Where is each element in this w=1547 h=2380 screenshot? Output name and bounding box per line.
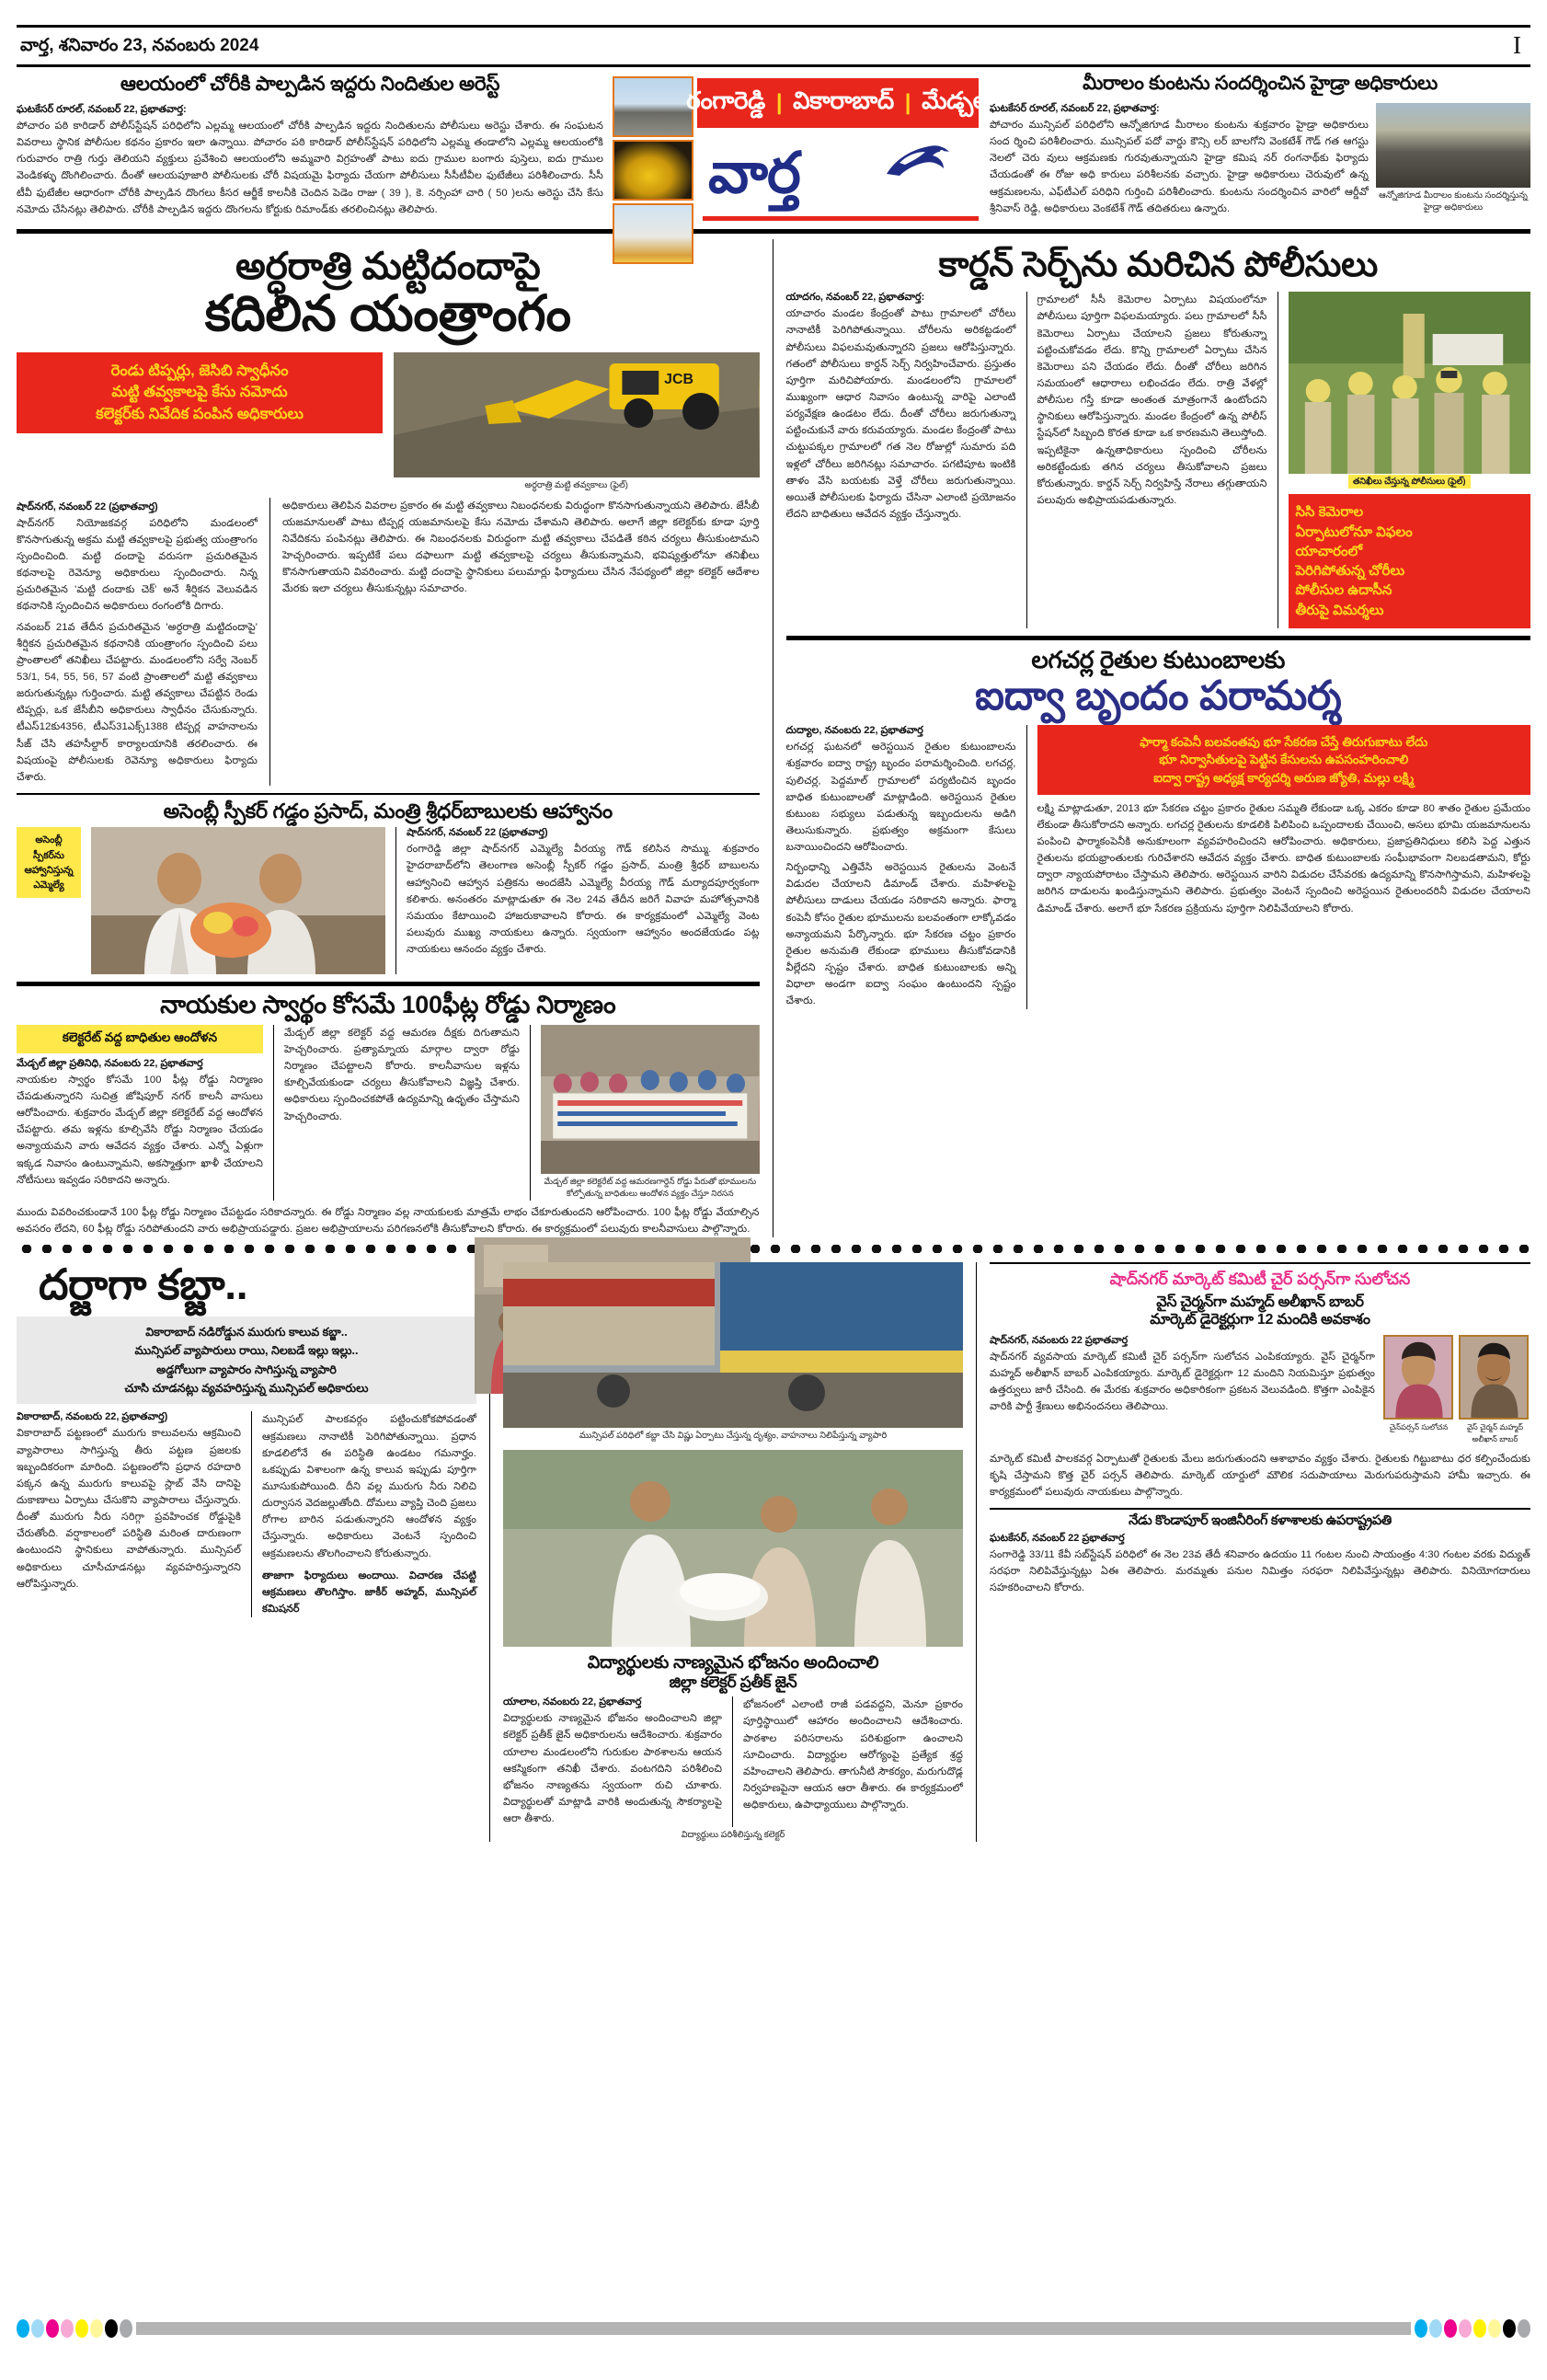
- pharma-redbox-line-2: భూ నిర్వాసితులపై పెట్టిన కేసులను ఉపసంహరించాలి: [1159, 753, 1409, 767]
- main-body: [17, 234, 1530, 1237]
- cordon-redbox: [1289, 494, 1531, 628]
- food-dateline: యాలాల, నవంబరు 22, ప్రభాతవార్త: [503, 1696, 642, 1708]
- lead-redbox-line-3: కలెక్టర్‌కు నివేదిక పంపిన అధికారులు: [96, 405, 304, 422]
- dove-logo-icon: [876, 132, 955, 193]
- color-swatches-left: [17, 2319, 132, 2338]
- vice-chairman-caption: వైస్ చైర్మన్ మహ్మద్ అలీఖాన్ బాబర్: [1466, 1422, 1524, 1444]
- top-right-headline: మీరాలం కుంటను సందర్శించిన హైడ్రా అధికారులు: [1083, 73, 1438, 94]
- cordon-dateline: యాదగం, నవంబర్ 22, ప్రభాతవార్త:: [785, 292, 925, 304]
- left-half: [17, 239, 760, 1237]
- date-text: , శనివారం 23, నవంబరు 2024: [49, 36, 259, 55]
- top-left-dateline: ఘటకేసర్ రూరల్, నవంబర్ 22, ప్రభాతవార్త:: [17, 104, 187, 115]
- idwa-dateline: దుద్యాల, నవంబరు 22, ప్రభాతవార్త: [785, 725, 923, 737]
- road-headline: నాయకుల స్వార్థం కోసమే 100ఫీట్ల రోడ్డు నిర్మాణం: [160, 991, 616, 1019]
- paper-name-small: వార్త: [20, 36, 50, 55]
- kabja-greybox-line-3: అడ్డగోలుగా వ్యాపారం సాగిస్తున్న వ్యాపారి: [156, 1362, 337, 1376]
- assembly-dateline: షాద్‌నగర్, నవంబర్ 22 (ప్రభాతవార్త): [407, 827, 548, 839]
- center-divider: [773, 239, 774, 1237]
- varta-logo: [697, 132, 979, 224]
- pharma-redbox-line-3: ఐద్వా రాష్ట్ర అధ్యక్ష కార్యదర్శి అరుణ జ్యోతి, మల్లు లక్ష్మి: [1153, 770, 1415, 785]
- lead-redbox-line-1: రెండు టిప్పర్లు, జెసిబి స్వాధీనం: [110, 362, 289, 379]
- jcb-photo-caption: అర్ధరాత్రి మట్టి తవ్వకాలు (ఫైల్): [524, 479, 628, 490]
- column-divider-2: [395, 827, 396, 974]
- lead-col2: నవంబర్ 21వ తేదీన ప్రచురితమైన 'అర్ధరాత్రి మట్టిదందాపై' శీర్షికన ప్రచురితమైన కథనానికి యంత్రాంగం స్పందించి పలు ప్రాంతాలలో తనిఖీలు చేపట్టారు. మండలంలోని సర్వే నెంబర్ 53/1, 54, 55, 56, 57 వంటి ప్రాంతాలలో మట్టి తవ్వకాలు జరుగుతున్నట్లు గుర్తించారు. మట్టి తవ్వకాలు చేపట్టిన రెండు టిప్పర్లు, ఒక జేసీబీని అధికారులు స్వాధీనం చేసుకున్నారు. టీఎస్12కు4356, టీఎస్31ఎక్స్1388 టిప్పర్ల వాహనాలను సీజ్ చేసి తహసీల్దార్ కార్యాలయానికి తరలించారు. ఈ విషయంపై పోలీసులకు రెవెన్యూ అధికారులు ఫిర్యాదు చేశారు.: [17, 621, 258, 783]
- naga-idol-photo: [613, 140, 693, 201]
- food-headline: విద్యార్థులకు నాణ్యమైన భోజనం అందించాలి: [587, 1653, 879, 1673]
- vice-chairman-photo: [1459, 1335, 1529, 1420]
- kabja-story: [17, 1262, 476, 1842]
- top-right-dateline: ఘటకేసర్ రూరల్, నవంబర్ 22, ప్రభాతవార్త:: [990, 103, 1160, 114]
- idwa-kicker: లగచర్ల రైతుల కుటుంబాలకు: [1031, 646, 1286, 674]
- pharma-body: లక్ష్మి మాట్లాడుతూ, 2013 భూ సేకరణ చట్టం ప్రకారం రైతుల సమ్మతి లేకుండా ఒక్క ఎకరం కూడా 80 శాతం రైతుల ప్రమేయం లేకుండా తీసుకోరాదని అన్నారు. లగచర్ల రైతులను కూడలికి పిలిపించి ఒప్పందాలకు చేయించి, అసలు భూమి యజమానులను పంపించి ఫార్మాకంపెనీకి అనుకూలంగా వ్యవహరించిందని ఆరోపించారు. అధికారులు, ప్రజాప్రతినిధులు కలిసి పెద్ద ఎత్తున రైతులను భయభ్రాంతులకు గురిచేశారని ఆవేదన వ్యక్తం చేశారు. బాధిత కుటుంబాలకు సంఘీభావంగా నిలబడతామని, కోర్టు ద్వారా న్యాయపోరాటం చేస్తామని తెలిపారు. అరెస్టయిన వారిని విడుదల చేసేవరకు ఉద్యమాన్ని కొనసాగిస్తామని, మహిళలపై జరిగిన దాడులను ఖండిస్తున్నామని తెలిపారు. ప్రభుత్వం వెంటనే స్పందించి అరెస్టయిన రైతులందరినీ విడుదల చేయాలని డిమాండ్ చేశారు. అలాగే భూ సేకరణ ప్రక్రియను పూర్తిగా నిలిపివేయాలని కోరారు.: [1037, 802, 1530, 914]
- market-story: [990, 1262, 1530, 1842]
- top-left-body: పోచారం పఠి కారిడార్ పోలీస్‌స్టేషన్ పరిధిలోని ఎల్లమ్మ ఆలయంలో చోరీకి పాల్పడిన ఇద్దరు నిందితులను పోలీసులు అరెస్టు చేశారు. ఈ సంఘటన వివరాలు స్థానిక పోలీసుల కథనం ప్రకారం ఇలా ఉన్నాయి. పోచారం పఠి కారిడార్ పోలీస్‌స్టేషన్ పరిధిలోని ఎల్లమ్మ తండాలోని ఎల్లమ్మ ఆలయంలోకి గురువారం రాత్రి గుర్తు తెలియని వ్యక్తులు ప్రవేశించి ఆలయంలోని అమ్మవారి విగ్రహంతో పాటు ఐదు గ్రాముల బంగారు పుస్తెలు, ఐదు గ్రాముల వెండికళ్ళు దొంగిలించారు. దీంతో ఆలయపూజారి పోలీసులకు చోరీ విషయమై ఫిర్యాదు చేయగా పోలీసులు సీసీటీవీల ఫుటేజీలు పరిశీలించారు. సీసీ టీవీ ఫుటేజీల ఆధారంగా చోరీకి పాల్పడిన దొంగలు కీసర ఆర్జీకే కాలనీకి చెందిన పెడెం రాజు ( 39 ), కె. నర్సింహా చారి ( 50 )లను అరెస్టు చేసి కేసు నమోదు చేసినట్లు తెలిపారు. చోరీకి పాల్పడిన ఇద్దరు దొంగలను కోర్టుకు రిమాండ్‌కు తరలించినట్లు తెలిపారు.: [17, 121, 603, 215]
- lead-dateline: షాద్‌నగర్, నవంబర్ 22 (ప్రభాతవార్త): [17, 500, 158, 512]
- masthead-photo-strip: [613, 76, 693, 267]
- meeralam-photo-caption: ఆన్నోజిగూడ మీరాలం కుంటను సందర్శిస్తున్న హైడ్రా అధికారులు: [1379, 190, 1528, 213]
- market-sub1: వైస్ చైర్మన్‌గా మహ్మద్ అలీఖాన్ బాబర్: [1156, 1294, 1364, 1311]
- cordon-redbox-line-4: పెరిగిపోతున్న చోరీలు: [1295, 563, 1405, 580]
- food-col1: విద్యార్థులకు నాణ్యమైన భోజనం అందించాలని జిల్లా కలెక్టర్ ప్రతీక్ జైన్ అధికారులను ఆదేశించారు. శుక్రవారం యాలాల మండలంలోని గురుకుల పాఠశాలను ఆయన ఆకస్మికంగా తనిఖీ చేశారు. వంటగదిని పరిశీలించి భోజనం నాణ్యతను స్వయంగా రుచి చూశారు. విద్యార్థులతో మాట్లాడి వారికి అందుతున్న సౌకర్యాలపై ఆరా తీశారు.: [503, 1713, 722, 1825]
- cordon-redbox-line-3: యాచారంలో: [1295, 543, 1363, 559]
- market-sub2: మార్కెట్ డైరెక్టర్లుగా 12 మందికి అవకాశం: [1150, 1312, 1370, 1328]
- kabja-greybox-line-2: మున్సిపల్ వ్యాపారులు రాయి, నిలబడే ఇల్లు ఇల్లు..: [134, 1344, 359, 1358]
- idwa-col2: నిర్బంధాన్ని ఎత్తివేసి అరెస్టయిన రైతులను వెంటనే విడుదల చేయాలని డిమాండ్ చేశారు. మహిళలపై పోలీసులు దాడులు చేయడం సరికాదని అన్నారు. ఫార్మా కంపెనీ కోసం రైతుల భూములను బలవంతంగా లాక్కోవడం అన్యాయమని పేర్కొన్నారు. భూ సేకరణ చట్టం ప్రకారం రైతుల అనుమతి లేకుండా భూములు తీసుకోవడానికి వీల్లేదని స్పష్టం చేశారు. బాధిత కుటుంబాలకు అన్ని విధాలా అండగా ఐద్వా సంఘం ఉంటుందని స్పష్టం చేశారు.: [785, 862, 1016, 1007]
- registration-strip: [136, 2322, 1411, 2335]
- market-top-rule: [990, 1262, 1530, 1264]
- section-rule-2: [17, 793, 760, 795]
- pharma-redbox-line-1: ఫార్మా కంపెనీ బలవంతపు భూ సేకరణ చేస్తే తిరుగుబాటు లేదు: [1140, 735, 1428, 750]
- assembly-speaker-photo: [91, 827, 385, 974]
- dateline-bar: [17, 28, 1530, 64]
- dotted-divider: [17, 1245, 1530, 1253]
- road-protest-photo: [541, 1025, 760, 1174]
- market-footer-body: సంగారెడ్డి 33/11 కేవీ సబ్‌స్టేషన్ పరిధిలో ఈ నెల 23వ తేదీ శనివారం ఉదయం 11 గంటల నుంచి సాయంత్రం 4:30 గంటల వరకు విద్యుత్ సరఫరా నిలిపివేస్తున్నట్లు ఏఈ తెలిపారు. మరమ్మతు పనుల నిమిత్తం సరఫరా నిలిపివేస్తున్నట్లు తెలిపారు. వినియోగదారులు సహకరించాలని కోరారు.: [990, 1548, 1530, 1594]
- market-headline: షాద్‌నగర్ మార్కెట్ కమిటీ చైర్ పర్సన్‌గా సులోచన: [1109, 1270, 1411, 1289]
- temple-photo: [613, 76, 693, 137]
- idwa-headline: ఐద్వా బృందం పరామర్శ: [975, 673, 1342, 719]
- masthead-row: [17, 67, 1530, 224]
- cordon-caption-text: తనిఖీలు చేస్తున్న పోలీసులు (ఫైల్): [1348, 475, 1471, 489]
- road-dateline: మేడ్చల్ జిల్లా ప్రతినిధి, నవంబరు 22, ప్రభాతవార్త: [17, 1057, 203, 1069]
- market-footer-dateline: ఘటకేసర్, నవంబర్ 22 ప్రభాతవార్త: [990, 1532, 1125, 1544]
- district-1: రంగారెడ్డి: [686, 86, 765, 114]
- jcb-photo: [394, 352, 760, 477]
- page-number: I: [1513, 31, 1521, 59]
- svg-text:JCB: JCB: [664, 371, 693, 387]
- lead-kicker: అర్ధరాత్రి మట్టిదందాపై: [235, 245, 541, 287]
- assembly-body: రంగారెడ్డి జిల్లా షాద్‌నగర్ ఎమ్మెల్యే వీరయ్య గౌడ్ కలిసిన సొమ్ము. శుక్రవారం హైదరాబాద్‌లోని తెలంగాణ అసెంబ్లీ స్పీకర్ గడ్డం ప్రసాద్, మంత్రి శ్రీధర్ బాబులను ఆహ్వానించి ఆహ్వాన పత్రికను అందజేసి ఎమ్మెల్యే వీరయ్య గౌడ్ మర్యాదపూర్వకంగా కలిశారు. అనంతరం మాట్లాడుతూ ఈ నెల 24వ తేదీన జరిగే వివాహ మహోత్సవానికి సమయం కేటాయించి హాజరుకావాలని కోరారు. ఈ కార్యక్రమంలో ఎమ్మెల్యే వెంట పలువురు ముఖ్య నాయకులు ఉన్నారు. స్వయంగా ఆహ్వానం అందజేయడం పట్ల నాయకులు ఆనందం వ్యక్తం చేశారు.: [407, 844, 760, 956]
- district-band: [686, 78, 990, 128]
- district-separator-2: |: [904, 90, 911, 115]
- district-2: వికారాబాద్: [793, 86, 894, 114]
- cordon-headline: కార్డన్ సెర్చ్‌ను మరిచిన పోలీసులు: [938, 246, 1378, 284]
- road-photo-caption: మేడ్చల్ జిల్లా కలెక్టరేట్ వద్ద ఆమరణగార్డెన్ రోడ్డు పేరుతో భూములను కోల్పోతున్న బాధితులు ఆందోళన వ్యక్తం చేస్తూ నిరసన: [544, 1176, 757, 1198]
- column-divider-1: [269, 498, 270, 786]
- market-footer-rule: [990, 1508, 1530, 1510]
- column-divider-7: [1026, 725, 1027, 1009]
- road-col3: ముందు వివరించకుండానే 100 ఫీట్ల రోడ్డు నిర్మాణం చేపట్టడం సరికాదన్నారు. ఈ రోడ్డు నిర్మాణం వల్ల నాయకులకు మాత్రమే లాభం చేకూరుతుందని ఆరోపించారు. 100 ఫీట్ల రోడ్డు వేయాల్సిన అవసరం లేదని, 60 ఫీట్ల రోడ్డు సరిపోతుందని వారు అభిప్రాయపడ్డారు. ప్రజల అభిప్రాయాలను పరిగణనలోకి తీసుకోవాలని కోరారు. ఈ కార్యక్రమంలో పలువురు కాలనీవాసులు పాల్గొన్నారు.: [17, 1206, 760, 1235]
- meeralam-photo: [1376, 103, 1530, 188]
- food-col2: భోజనంలో ఎలాంటి రాజీ పడవద్దని, మెనూ ప్రకారం పూర్తిస్థాయిలో ఆహారం అందించాలని ఆదేశించారు. పాఠశాల పరిసరాలను పరిశుభ్రంగా ఉంచాలని సూచించారు. విద్యార్థుల ఆరోగ్యంపై ప్రత్యేక శ్రద్ధ వహించాలని తెలిపారు. తాగునీటి సౌకర్యం, మరుగుదొడ్ల నిర్వహణపైనా ఆయన ఆరా తీశారు. ఈ కార్యక్రమంలో అధికారులు, ఉపాధ్యాయులు పాల్గొన్నారు.: [743, 1699, 963, 1811]
- market-col1: షాద్‌నగర్ వ్యవసాయ మార్కెట్ కమిటీ చైర్ పర్సన్‌గా సులోచన ఎంపికయ్యారు. వైస్ చైర్మన్‌గా మహ్మద్ అలీఖాన్ బాబర్ ఎంపికయ్యారు. మార్కెట్ డైరెక్టర్లుగా 12 మందిని నియమిస్తూ ప్రభుత్వం ఉత్తర్వులు జారీ చేసింది. ఈ మేరకు శుక్రవారం అధికారికంగా ప్రకటన వెలువడింది. కొత్తగా ఎంపికైన వారికి పార్టీ శ్రేణులు అభినందనలు తెలిపాయి.: [990, 1351, 1375, 1413]
- idwa-story: [786, 648, 1531, 718]
- column-divider-9: [732, 1696, 733, 1827]
- assembly-cap-line-3: ఆహ్వానిస్తున్న: [24, 864, 74, 876]
- kabja-greybox-line-1: వికారాబాద్ నడిరోడ్డున మురుగు కాలువ కబ్జా..: [145, 1325, 348, 1339]
- top-left-headline: ఆలయంలో చోరీకి పాల్పడిన ఇద్దరు నిందితుల అరెస్ట్: [120, 73, 500, 95]
- newspaper-page: [0, 25, 1547, 2380]
- market-dateline: షాద్‌నగర్, నవంబరు 22 ప్రభాతవార్త: [990, 1335, 1129, 1347]
- lead-redbox-line-2: మట్టి తవ్వకాలపై కేసు నమోదు: [111, 384, 288, 401]
- kabja-headline: దర్జాగా కబ్జా..: [39, 1260, 248, 1309]
- top-left-article: [17, 73, 613, 224]
- food-subhead: జిల్లా కలెక్టర్ ప్రతీక్ జైన్: [669, 1673, 797, 1692]
- lead-redbox: [17, 352, 383, 433]
- assembly-cap-line-4: ఎమ్మెల్యే: [33, 880, 64, 891]
- logo-red-underline: [703, 216, 979, 221]
- cordon-police-photo: [1289, 292, 1531, 474]
- publication-date: [20, 36, 258, 60]
- chairperson-caption: చైన్‌పర్సన్ సులోచన: [1389, 1422, 1449, 1432]
- column-divider-3: [273, 1025, 274, 1201]
- cordon-col2: గ్రామాలలో సీసీ కెమెరాల ఏర్పాటు విషయంలోనూ పోలీసులు పూర్తిగా విఫలమయ్యారు. పలు గ్రామాలలో సీసీ కెమెరాలు ఏర్పాటు చేయాలని ప్రజలు కోరుతున్నా పట్టించుకోవడం లేదు. కొన్ని గ్రామాలలో ఏర్పాటు చేసిన కెమెరాలు పని చేయడం లేదు. దీంతో చోరీలు జరిగిన సమయంలో ఆధారాలు లభించడం లేదు. రాత్రి వేళల్లో పోలీసుల గస్తీ కూడా అంతంత మాత్రంగానే ఉంటోందని స్థానికులు ఆరోపిస్తున్నారు. మండల కేంద్రంలో ఉన్న పోలీస్ స్టేషన్‌లో సిబ్బంది కొరత కూడా ఒక కారణమని తెలుస్తోంది. ఇప్పటికైనా ఉన్నతాధికారులు స్పందించి చోరీలను అరికట్టేందుకు తగిన చర్యలు తీసుకోవాలని ప్రజలు కోరుతున్నారు. కార్డన్ సెర్చ్ నిర్వహిస్తే నేరాలు తగ్గుతాయని పలువురు అభిప్రాయపడుతున్నారు.: [1037, 294, 1267, 506]
- cordon-col1: యాచారం మండల కేంద్రంతో పాటు గ్రామాలలో చోరీలు నానాటికీ పెరిగిపోతున్నాయి. చోరీలను అరికట్టడంలో పోలీసులు విఫలమవుతున్నారని ప్రజలు ఆరోపిస్తున్నారు. గతంలో పోలీసులు కార్డన్ సెర్చ్ నిర్వహించేవారు. ప్రస్తుతం పూర్తిగా మరిచిపోయారు. మండలంలోని గ్రామాలలో ముఖ్యంగా ఆధార నివాసం ఉంటున్న వారిపై ఎలాంటి పర్యవేక్షణ ఉండటం లేదు. దీంతో చోరీలు జరుగుతున్నా పట్టించుకునే వారు కరువయ్యారు. మండల కేంద్రంతో పాటు చుట్టుపక్కల గ్రామాలలో గత నెల రోజుల్లో సుమారు పది ఇళ్లలో చోరీలు జరిగినట్లు సమాచారం. పగటిపూట ఇంటికి తాళం వేసి బయటకు వెళ్తే చోరీలు జరుగుతున్నాయి. అయితే పోలీసులకు ఫిర్యాదు చేసినా ఎలాంటి ప్రయోజనం లేదని బాధితులు ఆవేదన వ్యక్తం చేస్తున్నారు.: [785, 308, 1016, 520]
- cordon-redbox-line-5: పోలీసుల ఉదాసీన: [1295, 582, 1392, 599]
- kabja-greybox-line-4: చూసి చూడనట్లు వ్యవహరిస్తున్న మున్సిపల్ అధికారులు: [124, 1382, 369, 1396]
- road-story: [17, 992, 760, 1237]
- masthead-logo-block: [613, 73, 990, 224]
- idwa-col1: లగచర్ల ఘటనలో అరెస్టయిన రైతుల కుటుంబాలను శుక్రవారం ఐద్వా రాష్ట్ర బృందం పరామర్శించింది. లగచర్ల, పులిచర్ల, పెద్దమాల్ గ్రామాలలో పర్యటించిన బృందం బాధిత కుటుంబాలతో మాట్లాడింది. అరెస్టయిన రైతుల కుటుంబ సభ్యులు పడుతున్న ఇబ్బందులను అడిగి తెలుసుకున్నారు. ప్రభుత్వం అక్రమంగా కేసులు బనాయించిందని ఆరోపించారు.: [785, 742, 1016, 854]
- section-rule-4: [786, 636, 1531, 640]
- assembly-photo-caption: [17, 827, 81, 898]
- assembly-headline: అసెంబ్లీ స్పీకర్ గడ్డం ప్రసాద్, మంత్రి శ్రీధర్‌బాబులకు ఆహ్వానం: [163, 799, 613, 822]
- kabja-col2: మున్సిపల్ పాలకవర్గం పట్టించుకోకపోవడంతో ఆక్రమణలు నానాటికీ పెరిగిపోతున్నాయి. ప్రధాన కూడలిలోనే ఈ పరిస్థితి ఉండటం గమనార్హం. ఒకప్పుడు విశాలంగా ఉన్న కాలువ ఇప్పుడు పూర్తిగా మూసుకుపోయింది. దీని వల్ల మురుగు నీరు నిలిచి దుర్వాసన వెదజల్లుతోంది. దోమలు వ్యాప్తి చెంది ప్రజలు రోగాల బారిన పడుతున్నారని ఆందోళన వ్యక్తం చేస్తున్నారు. అధికారులు వెంటనే స్పందించి ఆక్రమణలను తొలగించాలని కోరుతున్నారు.: [262, 1414, 476, 1559]
- color-registration-bar: [17, 2319, 1530, 2338]
- top-right-body: పోచారం మున్సిపల్ పరిధిలోని ఆన్నోజిగూడ మీరాలం కుంటను శుక్రవారం హైడ్రా అధికారులు సంద ర్శించి పరిశీలించారు. మున్సిపల్ పదో వార్డు కౌన్సి లర్ బాలగోని వెంకటేశ్ గౌడ్ గత ఆగస్టు నెలలో చెరు వులు ఆక్రమణకు గురవుతున్నాయని హైడ్రా కమిష నర్ రంగనాథ్‌కు ఫిర్యాదు చేయడంతో ఈ రోజు అధి కారులు పరిశీలనకు వచ్చారు. హైడ్రా అధికారులు చెరువులో ఉన్న ఆక్రమణలను, ఎఫ్‌టీఎల్ పరిధిని గుర్తించి పరిశీలించారు. కుంటను సందర్శించిన వారిలో ఆర్డీవో శ్రీనివాస్ రెడ్డి, అధికారులు వెంకటేశ్ గౌడ్ తదితరులు ఉన్నారు.: [990, 120, 1369, 214]
- assembly-cap-line-2: స్పీకర్‌ను: [33, 849, 64, 861]
- food-inspection-photo: [503, 1450, 963, 1647]
- market-col2: మార్కెట్ కమిటీ పాలకవర్గ ఏర్పాటుతో రైతులకు మేలు జరుగుతుందని ఆశాభావం వ్యక్తం చేశారు. రైతులకు గిట్టుబాటు ధర కల్పించేందుకు కృషి చేస్తామని కొత్త చైర్ పర్సన్ తెలిపారు. మార్కెట్ యార్డులో మౌలిక సదుపాయాలు మెరుగుపరుస్తామని హామీ ఇచ్చారు. ఈ కార్యక్రమంలో పలువురు నాయకులు పాల్గొన్నారు.: [990, 1454, 1530, 1499]
- lead-headline: కదిలిన యంత్రాంగం: [204, 286, 571, 342]
- varta-logo-word: వార్త: [708, 142, 800, 205]
- bottom-band: [17, 1253, 1530, 1842]
- pharma-redbox: [1037, 725, 1531, 794]
- column-divider-4: [530, 1025, 531, 1201]
- right-half: [786, 239, 1531, 1237]
- cordon-photo-caption: [1289, 474, 1531, 489]
- column-divider-8: [251, 1411, 252, 1617]
- assembly-cap-line-1: అసెంబ్లీ: [35, 834, 63, 846]
- road-col1: నాయకుల స్వార్థం కోసమే 100 ఫీట్ల రోడ్డు నిర్మాణం చేపడుతున్నారని సుచిత్ర జోషిపూర్ నగర్ కాలనీ వాసులు ఆరోపించారు. శుక్రవారం మేడ్చల్ జిల్లా కలెక్టరేట్ వద్ద ఆందోళన చేపట్టారు. తమ ఇళ్లను కూల్చివేసి రోడ్డు నిర్మాణం చేయడం అన్యాయమని వారు ఆవేదన వ్యక్తం చేశారు. ఎన్నో ఏళ్లుగా ఇక్కడ నివాసం ఉంటున్నామని, అకస్మాత్తుగా ఖాళీ చేయాలని నోటీసులు ఇవ్వడం సరికాదని అన్నారు.: [17, 1074, 263, 1186]
- kabja-dateline: వికారాబాద్, నవంబరు 22, ప్రభాతవార్త): [17, 1411, 168, 1423]
- cordon-redbox-line-1: సిసి కెమెరాల: [1295, 504, 1364, 521]
- district-separator-1: |: [775, 90, 783, 115]
- chairperson-photo: [1383, 1335, 1453, 1420]
- food-photo-caption: విద్యార్థులు పరిశీలిస్తున్న కలెక్టర్: [681, 1830, 785, 1841]
- bottom-divider-2: [976, 1262, 977, 1842]
- kabja-col1: వికారాబాద్ పట్టణంలో మురుగు కాలువలను ఆక్రమించి వ్యాపారాలు సాగిస్తున్న తీరు పట్టణ ప్రజలకు ఇబ్బందికరంగా మారింది. పట్టణంలోని ప్రధాన రహదారి పక్కన ఉన్న మురుగు కాలువపై స్లాబ్ వేసి దానిపై దుకాణాలు ఏర్పాటు చేసుకొని వ్యాపారాలు చేస్తున్నారు. దీంతో మురుగు నీరు సరిగ్గా ప్రవహించక రోడ్డుపైకి చేరుతోంది. వర్షాకాలంలో పరిస్థితి మరింత దారుణంగా ఉంటుందని స్థానికులు వాపోతున్నారు. మున్సిపల్ అధికారులు చూసీచూడనట్లు వ్యవహరిస్తున్నారని ఆరోపిస్తున్నారు.: [17, 1428, 241, 1590]
- cordon-redbox-line-6: తీరుపై విమర్శలు: [1295, 602, 1384, 618]
- kabja-footer: తాజాగా ఫిర్యాదులు అందాయి. విచారణ చేపట్టి ఆక్రమణలు తొలగిస్తాం. జాకీర్ అహ్మద్, మున్సిపల్ కమిషనర్: [262, 1569, 476, 1615]
- kabja-greybox: [17, 1316, 476, 1405]
- section-rule-3: [17, 982, 760, 986]
- food-story: [503, 1262, 963, 1842]
- district-3: మేడ్చల్: [922, 86, 990, 114]
- road-yellowbox: కలెక్టరేట్ వద్ద బాధితుల ఆందోళన: [17, 1025, 263, 1053]
- kabja-shop-photo: [503, 1262, 963, 1428]
- road-col2: మేడ్చల్ జిల్లా కలెక్టర్ వద్ద ఆమరణ దీక్షకు దిగుతామని హెచ్చరించారు. ప్రత్యామ్నాయ మార్గాల ద్వారా రోడ్డు నిర్మాణం చేపట్టాలని కోరారు. కాలనీవాసుల ఇళ్లను కూల్చివేయకుండా చర్యలు తీసుకోవాలని విజ్ఞప్తి చేశారు. అధికారులు స్పందించకపోతే ఉద్యమాన్ని ఉధృతం చేస్తామని హెచ్చరించారు.: [284, 1027, 520, 1122]
- lead-story: [17, 247, 760, 786]
- color-swatches-right: [1415, 2319, 1530, 2338]
- kabja-shop-photo-caption: మున్సిపల్ పరిధిలో కబ్జా చేసి విష్ణు ఏర్పాటు చేస్తున్న దృశ్యం, వాహనాలు నిలిపేస్తున్న వ్యాపారి: [579, 1431, 888, 1442]
- market-footer-headline: నేడు కొండాపూర్ ఇంజినీరింగ్ కళాశాలకు ఉపరాష్ట్రపతి: [1129, 1513, 1392, 1529]
- cordon-redbox-line-2: ఏర్పాటులోనూ విఫలం: [1295, 523, 1413, 540]
- lead-col3a: అధికారులు తెలిపిన వివరాల ప్రకారం ఈ మట్టి తవ్వకాలు నిబంధనలకు విరుద్ధంగా కొనసాగుతున్నాయని తెలిపారు. జేసీబీ యజమానులతో పాటు టిప్పర్ల యజమానులపై కేసు నమోదు చేశామని తెలిపారు. అలాగే జిల్లా కలెక్టర్‌కు కూడా పూర్తి నివేదికను పంపినట్లు తెలిపారు. ఈ నిబంధనలకు విరుద్ధంగా మట్టి తవ్వకాలు చేపడితే కఠిన చర్యలు తీసుకుంటామని హెచ్చరించారు. ఇప్పటికే పలు దఫాలుగా మట్టి తవ్వకాలపై చర్యలు తీసుకున్నామని, భవిష్యత్తులోనూ తనిఖీలు కొనసాగుతాయని వివరించారు. మట్టి దందాపై స్థానికులు పలుమార్లు ఫిర్యాదులు చేసిన నేపథ్యంలో జిల్లా కలెక్టర్ ఆదేశాల మేరకు ఇలా చర్యలు తీసుకున్నట్లు సమాచారం.: [282, 500, 760, 595]
- lead-col1: షాద్‌నగర్ నియోజకవర్గ పరిధిలోని మండలంలో కొనసాగుతున్న అక్రమ మట్టి తవ్వకాలపై ప్రభుత్వ యంత్రాంగం స్పందించింది. మట్టి దందాపై వరుసగా ప్రచురితమైన కథనాలపై రెవెన్యూ అధికారులు స్పందించారు. నిన్న ప్రచురితమైన 'మట్టి దందాకు చెక్' అనే శీర్షికన వెలువడిన కథనానికి స్పందించిన అధికారులు రంగంలోకి దిగారు.: [17, 517, 258, 613]
- top-right-article: [979, 73, 1530, 224]
- column-divider-5: [1026, 292, 1027, 628]
- assembly-story: [17, 800, 760, 974]
